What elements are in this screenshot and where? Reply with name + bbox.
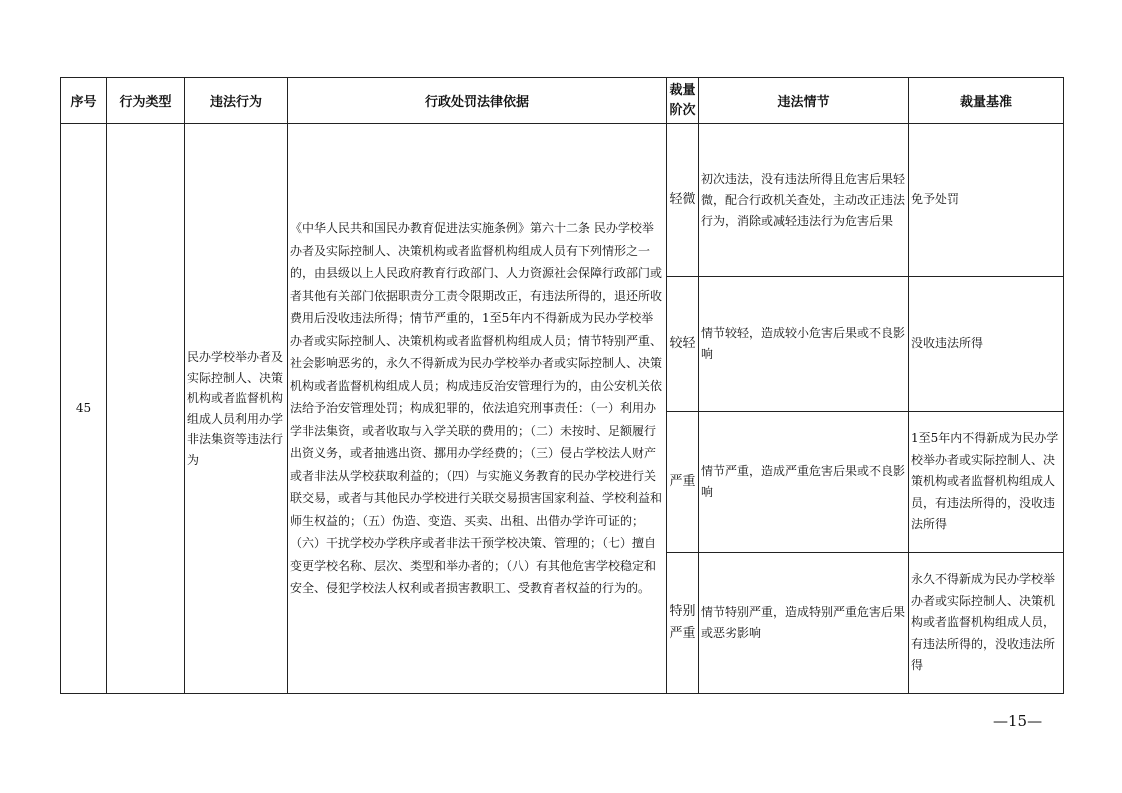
standard-cell: 没收违法所得 xyxy=(909,277,1064,412)
level-cell: 轻微 xyxy=(667,124,699,277)
table-header-row xyxy=(61,78,1064,124)
illegal-act-cell: 民办学校举办者及实际控制人、决策机构或者监督机构组成人员利用办学非法集资等违法行为 xyxy=(185,124,288,694)
header-basis: 行政处罚法律依据 xyxy=(288,78,667,124)
legal-basis-cell: 《中华人民共和国民办教育促进法实施条例》第六十二条 民办学校举办者及实际控制人、决策机构或者监督机构组成人员有下列情形之一的，由县级以上人民政府教育行政部门、人力资源社会保障行政部门或者其他有关部门依据职责分工责令限期改正，有违法所得的，退还所收费用后没收违法所得；情节严重的，1至5年内不得新成为民办学校举办者或实际控制人、决策机构或者监督机构组成人员；情节特别严重、社会影响恶劣的，永久不得新成为民办学校举办者或实际控制人、决策机构或者监督机构组成人员；构成违反治安管理行为的，由公安机关依法给予治安管理处罚；构成犯罪的，依法追究刑事责任：（一）利用办学非法集资，或者收取与入学关联的费用的；（二）未按时、足额履行出资义务，或者抽逃出资、挪用办学经费的；（三）侵占学校法人财产或者非法从学校获取利益的；（四）与实施义务教育的民办学校进行关联交易，或者与其他民办学校进行关联交易损害国家利益、学校利益和师生权益的；（五）伪造、变造、买卖、出租、出借办学许可证的；（六）干扰学校办学秩序或者非法干预学校决策、管理的；（七）擅自变更学校名称、层次、类型和举办者的；（八）有其他危害学校稳定和安全、侵犯学校法人权利或者损害教职工、受教育者权益的行为的。 xyxy=(288,124,667,694)
circumstance-cell: 情节较轻，造成较小危害后果或不良影响 xyxy=(699,277,909,412)
circumstance-cell: 情节严重，造成严重危害后果或不良影响 xyxy=(699,412,909,553)
standard-cell: 免予处罚 xyxy=(909,124,1064,277)
circumstance-cell: 情节特别严重，造成特别严重危害后果或恶劣影响 xyxy=(699,553,909,694)
level-cell: 严重 xyxy=(667,412,699,553)
header-circumstance: 违法情节 xyxy=(699,78,909,124)
header-type: 行为类型 xyxy=(107,78,185,124)
header-no: 序号 xyxy=(61,78,107,124)
page-number: —15— xyxy=(993,712,1043,730)
header-level: 裁量阶次 xyxy=(667,78,699,124)
row-number: 45 xyxy=(61,124,107,694)
behavior-type-cell xyxy=(107,124,185,694)
header-act: 违法行为 xyxy=(185,78,288,124)
penalty-discretion-table xyxy=(60,77,1064,694)
level-cell: 特别严重 xyxy=(667,553,699,694)
standard-cell: 1至5年内不得新成为民办学校举办者或实际控制人、决策机构或者监督机构组成人员，有违法所得的，没收违法所得 xyxy=(909,412,1064,553)
header-standard: 裁量基准 xyxy=(909,78,1064,124)
table-row xyxy=(61,124,1064,277)
level-cell: 较轻 xyxy=(667,277,699,412)
circumstance-cell: 初次违法，没有违法所得且危害后果轻微，配合行政机关查处，主动改正违法行为，消除或减轻违法行为危害后果 xyxy=(699,124,909,277)
standard-cell: 永久不得新成为民办学校举办者或实际控制人、决策机构或者监督机构组成人员，有违法所得的，没收违法所得 xyxy=(909,553,1064,694)
